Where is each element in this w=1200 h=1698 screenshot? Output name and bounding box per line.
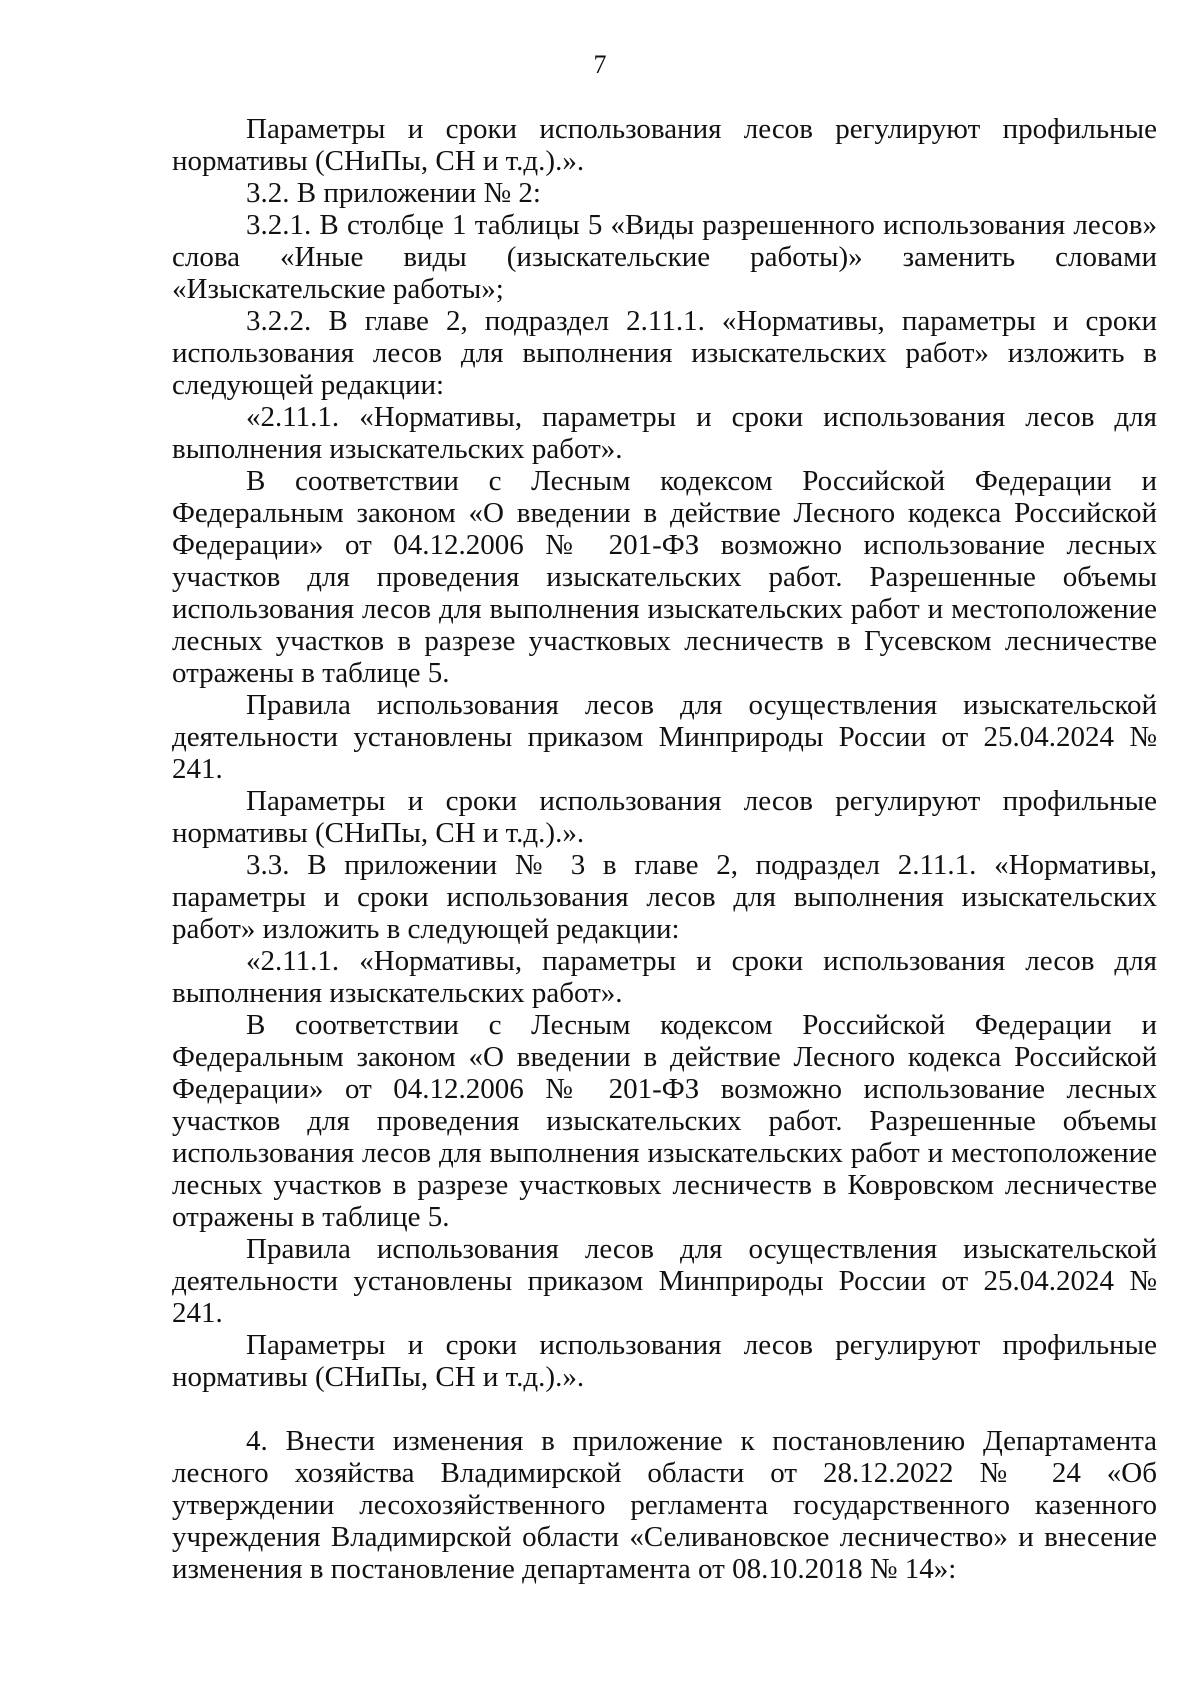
paragraph-2-11-1-heading-b: «2.11.1. «Нормативы, параметры и сроки использования лесов для выполнения изыскательских работ».	[172, 945, 1157, 1009]
paragraph-3-2-1: 3.2.1. В столбце 1 таблицы 5 «Виды разрешенного использования лесов» слова «Иные виды (изыскательские работы)» заменить словами «Изыскательские работы»;	[172, 209, 1157, 305]
document-body	[172, 113, 1157, 1585]
paragraph-accordance-gusev: В соответствии с Лесным кодексом Российской Федерации и Федеральным законом «О введении в действие Лесного кодекса Российской Федерации» от 04.12.2006 № 201-ФЗ возможно использование лесных участков для проведения изыскательских работ. Разрешенные объемы использования лесов для выполнения изыскательских работ и местоположение лесных участков в разрезе участковых лесничеств в Гусевском лесничестве отражены в таблице 5.	[172, 465, 1157, 689]
paragraph-params-3: Параметры и сроки использования лесов регулируют профильные нормативы (СНиПы, СН и т.д.).».	[172, 1329, 1157, 1393]
paragraph-rules-2: Правила использования лесов для осуществления изыскательской деятельности установлены приказом Минприроды России от 25.04.2024 № 241.	[172, 1233, 1157, 1329]
paragraph-3-3: 3.3. В приложении № 3 в главе 2, подраздел 2.11.1. «Нормативы, параметры и сроки использования лесов для выполнения изыскательских работ» изложить в следующей редакции:	[172, 849, 1157, 945]
paragraph-accordance-kovrov: В соответствии с Лесным кодексом Российской Федерации и Федеральным законом «О введении в действие Лесного кодекса Российской Федерации» от 04.12.2006 № 201-ФЗ возможно использование лесных участков для проведения изыскательских работ. Разрешенные объемы использования лесов для выполнения изыскательских работ и местоположение лесных участков в разрезе участковых лесничеств в Ковровском лесничестве отражены в таблице 5.	[172, 1009, 1157, 1233]
paragraph-3-2: 3.2. В приложении № 2:	[246, 177, 541, 209]
paragraph-params-2: Параметры и сроки использования лесов регулируют профильные нормативы (СНиПы, СН и т.д.).».	[172, 785, 1157, 849]
page-number: 7	[593, 50, 607, 79]
paragraph-rules-1: Правила использования лесов для осуществления изыскательской деятельности установлены приказом Минприроды России от 25.04.2024 № 241.	[172, 689, 1157, 785]
paragraph-4: 4. Внести изменения в приложение к постановлению Департамента лесного хозяйства Владимирской области от 28.12.2022 № 24 «Об утверждении лесохозяйственного регламента государственного казенного учреждения Владимирской области «Селивановское лесничество» и внесение изменения в постановление департамента от 08.10.2018 № 14»:	[172, 1425, 1157, 1585]
paragraph-3-2-2: 3.2.2. В главе 2, подраздел 2.11.1. «Нормативы, параметры и сроки использования лесов для выполнения изыскательских работ» изложить в следующей редакции:	[172, 305, 1157, 401]
paragraph-2-11-1-heading-a: «2.11.1. «Нормативы, параметры и сроки использования лесов для выполнения изыскательских работ».	[172, 401, 1157, 465]
paragraph-params-1: Параметры и сроки использования лесов регулируют профильные нормативы (СНиПы, СН и т.д.).».	[172, 113, 1157, 177]
